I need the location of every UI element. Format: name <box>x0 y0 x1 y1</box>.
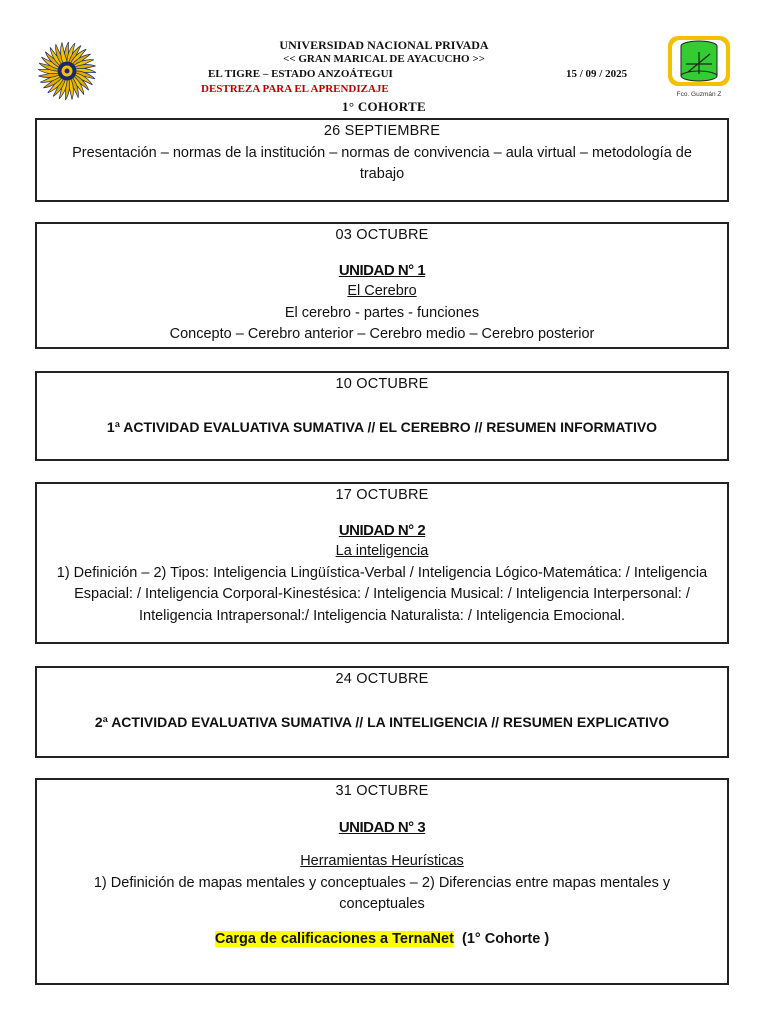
unit-title: UNIDAD N° 1 <box>338 261 426 279</box>
session-date: 24 OCTUBRE <box>335 671 429 687</box>
topic-line: El cerebro - partes - funciones <box>284 304 480 321</box>
topic-description: 1) Definición de mapas mentales y conceptuales – 2) Diferencias entre mapas mentales y conceptuales <box>93 874 671 912</box>
cohort-title: 1° COHORTE <box>342 99 426 114</box>
document-date: 15 / 09 / 2025 <box>566 68 628 80</box>
unit-topic: El Cerebro <box>347 283 417 299</box>
cohort-note: (1° Cohorte ) <box>462 930 550 947</box>
evaluation-activity: 1ª ACTIVIDAD EVALUATIVA SUMATIVA // EL CEREBRO // RESUMEN INFORMATIVO <box>106 418 658 435</box>
logo-caption: Fco. Guzmán Z <box>676 91 722 98</box>
session-date: 10 OCTUBRE <box>335 376 429 392</box>
grades-note <box>51 929 713 951</box>
topic-line: Concepto – Cerebro anterior – Cerebro medio – Cerebro posterior <box>169 326 595 342</box>
university-name: UNIVERSIDAD NACIONAL PRIVADA <box>279 38 489 52</box>
unit-topic: Herramientas Heurísticas <box>300 853 464 869</box>
topic-description: 1) Definición – 2) Tipos: Inteligencia Lingüística-Verbal / Inteligencia Lógico-Matemática: / Inteligencia Espacial: / Inteligencia Corporal-Kinestésica: / Inteligencia Musical: / Inteligencia Interpersonal: / Inteligencia Intrapersonal:/ Inteligencia Naturalista: / Inteligencia Emocional. <box>56 564 708 624</box>
session-date: 31 OCTUBRE <box>335 783 429 799</box>
unit-title: UNIDAD N° 3 <box>338 818 426 836</box>
session-date: 03 OCTUBRE <box>335 227 429 243</box>
session-date: 17 OCTUBRE <box>335 487 429 503</box>
author-logo-icon <box>666 34 732 98</box>
session-date: 26 SEPTIEMBRE <box>323 123 441 139</box>
session-card <box>35 222 729 349</box>
session-card <box>35 778 729 985</box>
session-card <box>35 482 729 644</box>
session-description: Presentación – normas de la institución – normas de convivencia – aula virtual – metodología de trabajo <box>72 144 692 182</box>
document-header <box>0 0 768 118</box>
university-subtitle: << GRAN MARICAL DE AYACUCHO >> <box>283 53 485 65</box>
session-card <box>35 371 729 461</box>
grades-upload-highlight: Carga de calificaciones a TernaNet <box>214 930 454 947</box>
session-card <box>35 666 729 758</box>
session-card <box>35 118 729 202</box>
course-name: DESTREZA PARA EL APRENDIZAJE <box>201 83 389 95</box>
evaluation-activity: 2ª ACTIVIDAD EVALUATIVA SUMATIVA // LA INTELIGENCIA // RESUMEN EXPLICATIVO <box>94 713 670 730</box>
location: EL TIGRE – ESTADO ANZOÁTEGUI <box>208 68 393 80</box>
unit-title: UNIDAD N° 2 <box>338 521 426 539</box>
unit-topic: La inteligencia <box>335 543 429 559</box>
